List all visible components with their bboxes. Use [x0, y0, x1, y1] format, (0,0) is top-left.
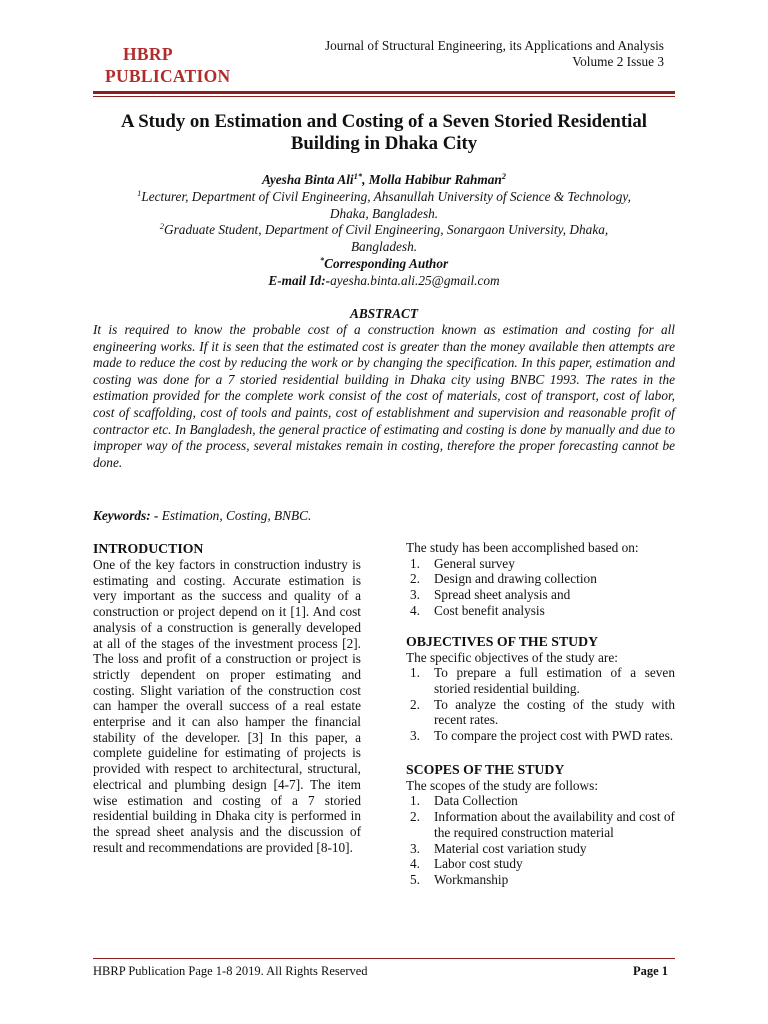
- publisher-logo-line1: HBRP: [123, 44, 173, 64]
- header-rule: [93, 91, 675, 94]
- corr-sup: *: [319, 255, 325, 265]
- footer-copyright: HBRP Publication Page 1-8 2019. All Rights Reserved: [93, 964, 368, 978]
- paper-title: [93, 111, 675, 155]
- keywords-label: Keywords: -: [93, 508, 159, 523]
- objectives-intro: The specific objectives of the study are:: [406, 649, 618, 665]
- authors: [93, 172, 675, 188]
- abstract-heading: ABSTRACT: [350, 306, 418, 321]
- list-item: 2. To analyze the costing of the study with recent rates.: [410, 696, 675, 728]
- keywords: [93, 508, 311, 524]
- title-line1: A Study on Estimation and Costing of a Seven Storied Residential: [121, 111, 647, 132]
- author-1-sup: 1*: [353, 171, 363, 181]
- list-item: 2. Information about the availability and cost of the required construction material: [410, 809, 675, 840]
- objectives-list: [406, 665, 675, 744]
- list-item: 1. To prepare a full estimation of a seven storied residential building.: [410, 665, 675, 696]
- aff1-line2: Dhaka, Bangladesh.: [329, 206, 439, 221]
- left-column: [93, 540, 361, 855]
- introduction-heading: INTRODUCTION: [93, 541, 204, 556]
- footer-rule: [93, 958, 675, 959]
- email-address: ayesha.binta.ali.25@gmail.com: [330, 273, 500, 288]
- scopes-intro: The scopes of the study are follows:: [406, 777, 599, 793]
- affiliation-1: [93, 189, 675, 205]
- right-column: [406, 540, 675, 888]
- study-list: [406, 556, 675, 619]
- list-item: 1. General survey: [410, 555, 515, 571]
- title-line2: Building in Dhaka City: [290, 133, 478, 154]
- header-rule-thin: [93, 96, 675, 97]
- page-number: Page 1: [632, 964, 668, 978]
- list-item: 3. To compare the project cost with PWD rates.: [410, 728, 674, 744]
- study-intro: The study has been accomplished based on:: [406, 540, 639, 555]
- keywords-text: Estimation, Costing, BNBC.: [158, 508, 312, 523]
- journal-volume: Volume 2 Issue 3: [572, 54, 664, 69]
- aff1-line1: Lecturer, Department of Civil Engineering, Ahsanullah University of Science & Technology,: [141, 189, 631, 204]
- email-label: E-mail Id:-: [268, 273, 331, 288]
- aff2-line1: Graduate Student, Department of Civil Engineering, Sonargaon University, Dhaka,: [164, 222, 609, 237]
- list-item: 4. Cost benefit analysis: [410, 602, 545, 618]
- list-item: 5. Workmanship: [410, 871, 509, 887]
- author-separator: ,: [362, 172, 369, 187]
- scopes-list: [406, 793, 675, 887]
- journal-name: Journal of Structural Engineering, its Applications and Analysis: [324, 38, 664, 53]
- objectives-heading: OBJECTIVES OF THE STUDY: [406, 633, 599, 649]
- list-item: 2. Design and drawing collection: [410, 571, 597, 587]
- author-1: Ayesha Binta Ali: [261, 172, 354, 187]
- introduction-text: One of the key factors in construction industry is estimating and costing. Accurate estimation is very important as the success and quality of a construction or project depend on it [1]. And cost analysis of a construction is generally developed at all of the stages of the investment process [2]. The loss and profit of a construction or project is strictly dependent on proper estimating and costing. Slight variation of the construction cost can hamper the overall success of a real estate enterprise and it can also hamper the financial stability of the developer. [3] In this paper, a complete guideline for estimating of projects is provided with respect to architectural, structural, electrical and plumbing design [4-7]. The item wise estimation and costing of a 7 storied residential building in Dhaka city is performed in the spread sheet analysis and the discussion of result and recommendations are provided [8-10].: [93, 557, 361, 855]
- list-item: 3. Spread sheet analysis and: [410, 587, 571, 603]
- author-2-sup: 2: [501, 171, 507, 181]
- aff1-sup: 1: [137, 188, 142, 198]
- scopes-heading: SCOPES OF THE STUDY: [406, 761, 565, 777]
- corr-label: Corresponding Author: [324, 256, 449, 271]
- email-line: [93, 273, 675, 289]
- author-2: Molla Habibur Rahman: [368, 172, 502, 187]
- abstract-text: It is required to know the probable cost of a construction known as estimation and costing for all engineering works. If it is seen that the estimated cost is greater than the money available then attempts are made to reduce the cost by reducing the work or by changing the specification. In this paper, estimation and costing was done for a 7 storied residential building in Dhaka city using BNBC 1993. The rates in the estimation provided for the complete work consist of the cost of materials, cost of transport, cost of labor, cost of scaffolding, cost of tools and paints, cost of establishment and supervision and reasonable profit of contractor etc. In Bangladesh, the general practice of estimating and costing is done by manually and due to improper way of the process, several mistakes remain in costing, therefore the proper forecasting cannot be done.: [93, 322, 675, 470]
- list-item: 1. Data Collection: [410, 793, 518, 809]
- list-item: 3. Material cost variation study: [410, 840, 587, 856]
- aff2-line2: Bangladesh.: [350, 239, 418, 254]
- aff2-sup: 2: [159, 221, 165, 231]
- corresponding-author: [93, 256, 675, 272]
- list-item: 4. Labor cost study: [410, 856, 523, 872]
- affiliation-2: [93, 222, 675, 238]
- publisher-logo-line2: PUBLICATION: [105, 66, 231, 86]
